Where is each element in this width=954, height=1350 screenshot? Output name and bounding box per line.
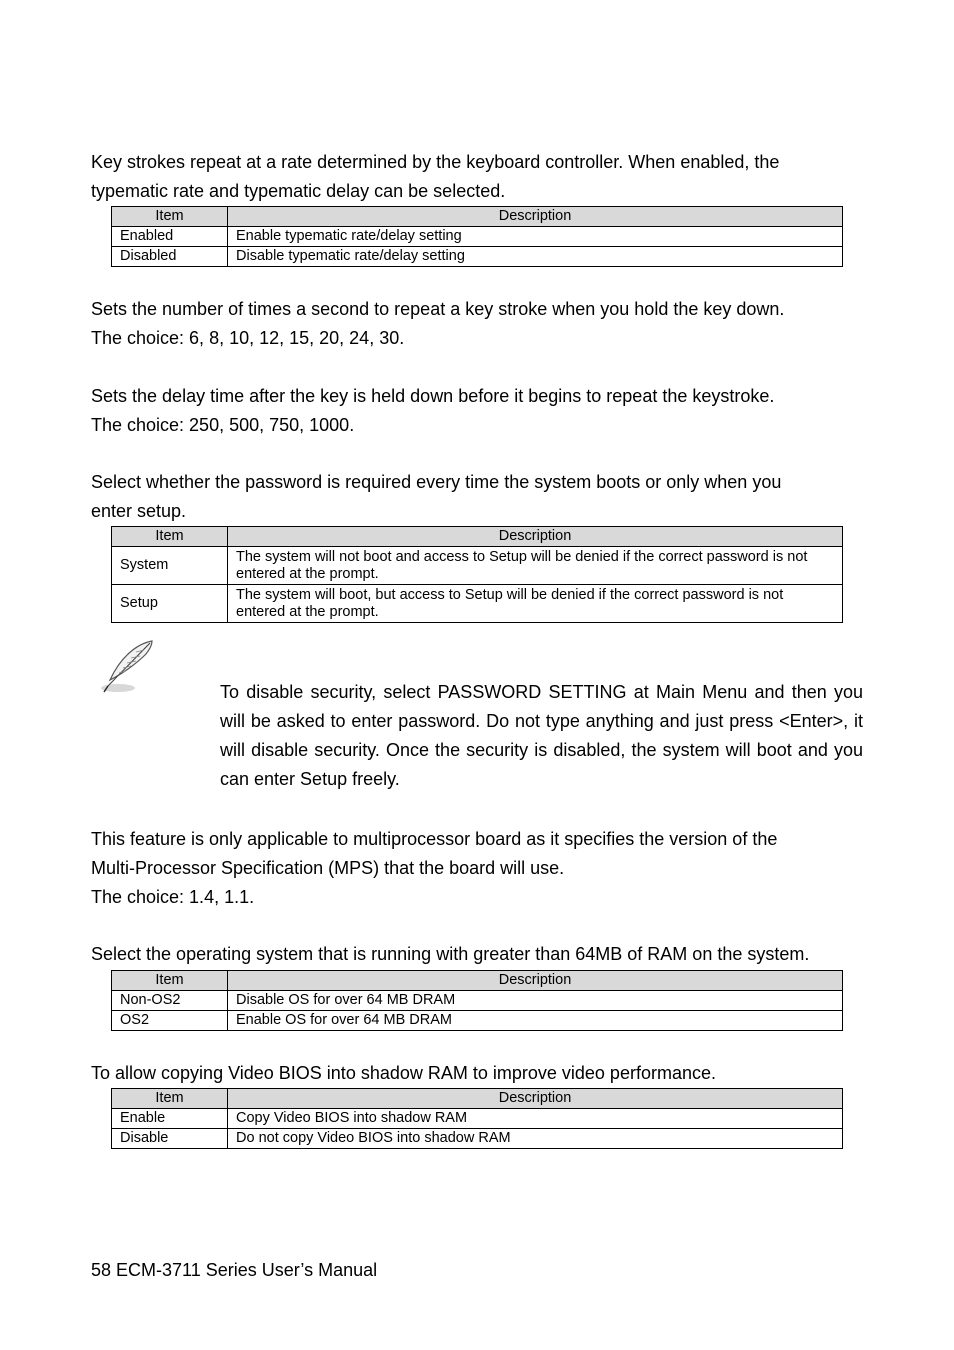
text-line: Sets the number of times a second to repeat a key stroke when you hold the key down. — [91, 299, 785, 319]
os-select-description — [91, 940, 861, 969]
description-cell: Enable typematic rate/delay setting — [228, 227, 843, 247]
text-line: Select whether the password is required every time the system boots or only when you — [91, 472, 782, 492]
table-row — [112, 547, 843, 585]
description-cell: Disable OS for over 64 MB DRAM — [228, 991, 843, 1011]
security-option-table — [111, 526, 843, 623]
item-cell: OS2 — [112, 1011, 228, 1031]
table-row — [112, 1109, 843, 1129]
mps-version-description — [91, 825, 861, 912]
table-row — [112, 1011, 843, 1031]
text-line: Key strokes repeat at a rate determined by the keyboard controller. When enabled, the — [91, 152, 780, 172]
description-cell: The system will not boot and access to Setup will be denied if the correct password is not entered at the prompt. — [228, 547, 843, 585]
text-line: Select the operating system that is running with greater than 64MB of RAM on the system. — [91, 944, 810, 964]
security-option-description — [91, 468, 861, 526]
text-line: The choice: 6, 8, 10, 12, 15, 20, 24, 30. — [91, 328, 405, 348]
column-header-item: Item — [112, 527, 228, 547]
video-bios-shadow-table — [111, 1088, 843, 1149]
column-header-description: Description — [228, 971, 843, 991]
text-line: To allow copying Video BIOS into shadow RAM to improve video performance. — [91, 1063, 716, 1083]
description-cell: Do not copy Video BIOS into shadow RAM — [228, 1129, 843, 1149]
item-cell: System — [112, 547, 228, 585]
typematic-setting-description — [91, 148, 861, 206]
video-bios-shadow-description — [91, 1059, 861, 1088]
description-cell: The system will boot, but access to Setup will be denied if the correct password is not entered at the prompt. — [228, 585, 843, 623]
typematic-delay-description — [91, 382, 861, 440]
item-cell: Disable — [112, 1129, 228, 1149]
description-cell: Disable typematic rate/delay setting — [228, 247, 843, 267]
item-cell: Disabled — [112, 247, 228, 267]
text-line: The choice: 1.4, 1.1. — [91, 887, 255, 907]
typematic-setting-table — [111, 206, 843, 267]
table-row — [112, 585, 843, 623]
table-row — [112, 227, 843, 247]
item-cell: Enable — [112, 1109, 228, 1129]
description-cell: Copy Video BIOS into shadow RAM — [228, 1109, 843, 1129]
column-header-item: Item — [112, 1089, 228, 1109]
os-select-table — [111, 970, 843, 1031]
text-line: Multi-Processor Specification (MPS) that the board will use. — [91, 858, 565, 878]
text-line: Sets the delay time after the key is held down before it begins to repeat the keystroke. — [91, 386, 775, 406]
page-footer: 58 ECM-3711 Series User’s Manual — [91, 1260, 378, 1280]
text-line: This feature is only applicable to multiprocessor board as it specifies the version of the — [91, 829, 778, 849]
item-cell: Setup — [112, 585, 228, 623]
column-header-item: Item — [112, 207, 228, 227]
column-header-item: Item — [112, 971, 228, 991]
table-row — [112, 247, 843, 267]
column-header-description: Description — [228, 1089, 843, 1109]
item-cell: Enabled — [112, 227, 228, 247]
column-header-description: Description — [228, 527, 843, 547]
table-row — [112, 1129, 843, 1149]
description-cell: Enable OS for over 64 MB DRAM — [228, 1011, 843, 1031]
table-row — [112, 991, 843, 1011]
security-note: To disable security, select PASSWORD SETTING at Main Menu and then you will be asked to enter password. Do not type anything and just press <Enter>, it will disable security. Once the security is disabled, the system will boot and you can enter Setup freely. — [220, 682, 863, 789]
item-cell: Non-OS2 — [112, 991, 228, 1011]
column-header-description: Description — [228, 207, 843, 227]
text-line: typematic rate and typematic delay can be selected. — [91, 181, 506, 201]
text-line: The choice: 250, 500, 750, 1000. — [91, 415, 355, 435]
text-line: enter setup. — [91, 501, 187, 521]
typematic-rate-description — [91, 295, 861, 353]
feather-pen-icon — [96, 636, 160, 698]
